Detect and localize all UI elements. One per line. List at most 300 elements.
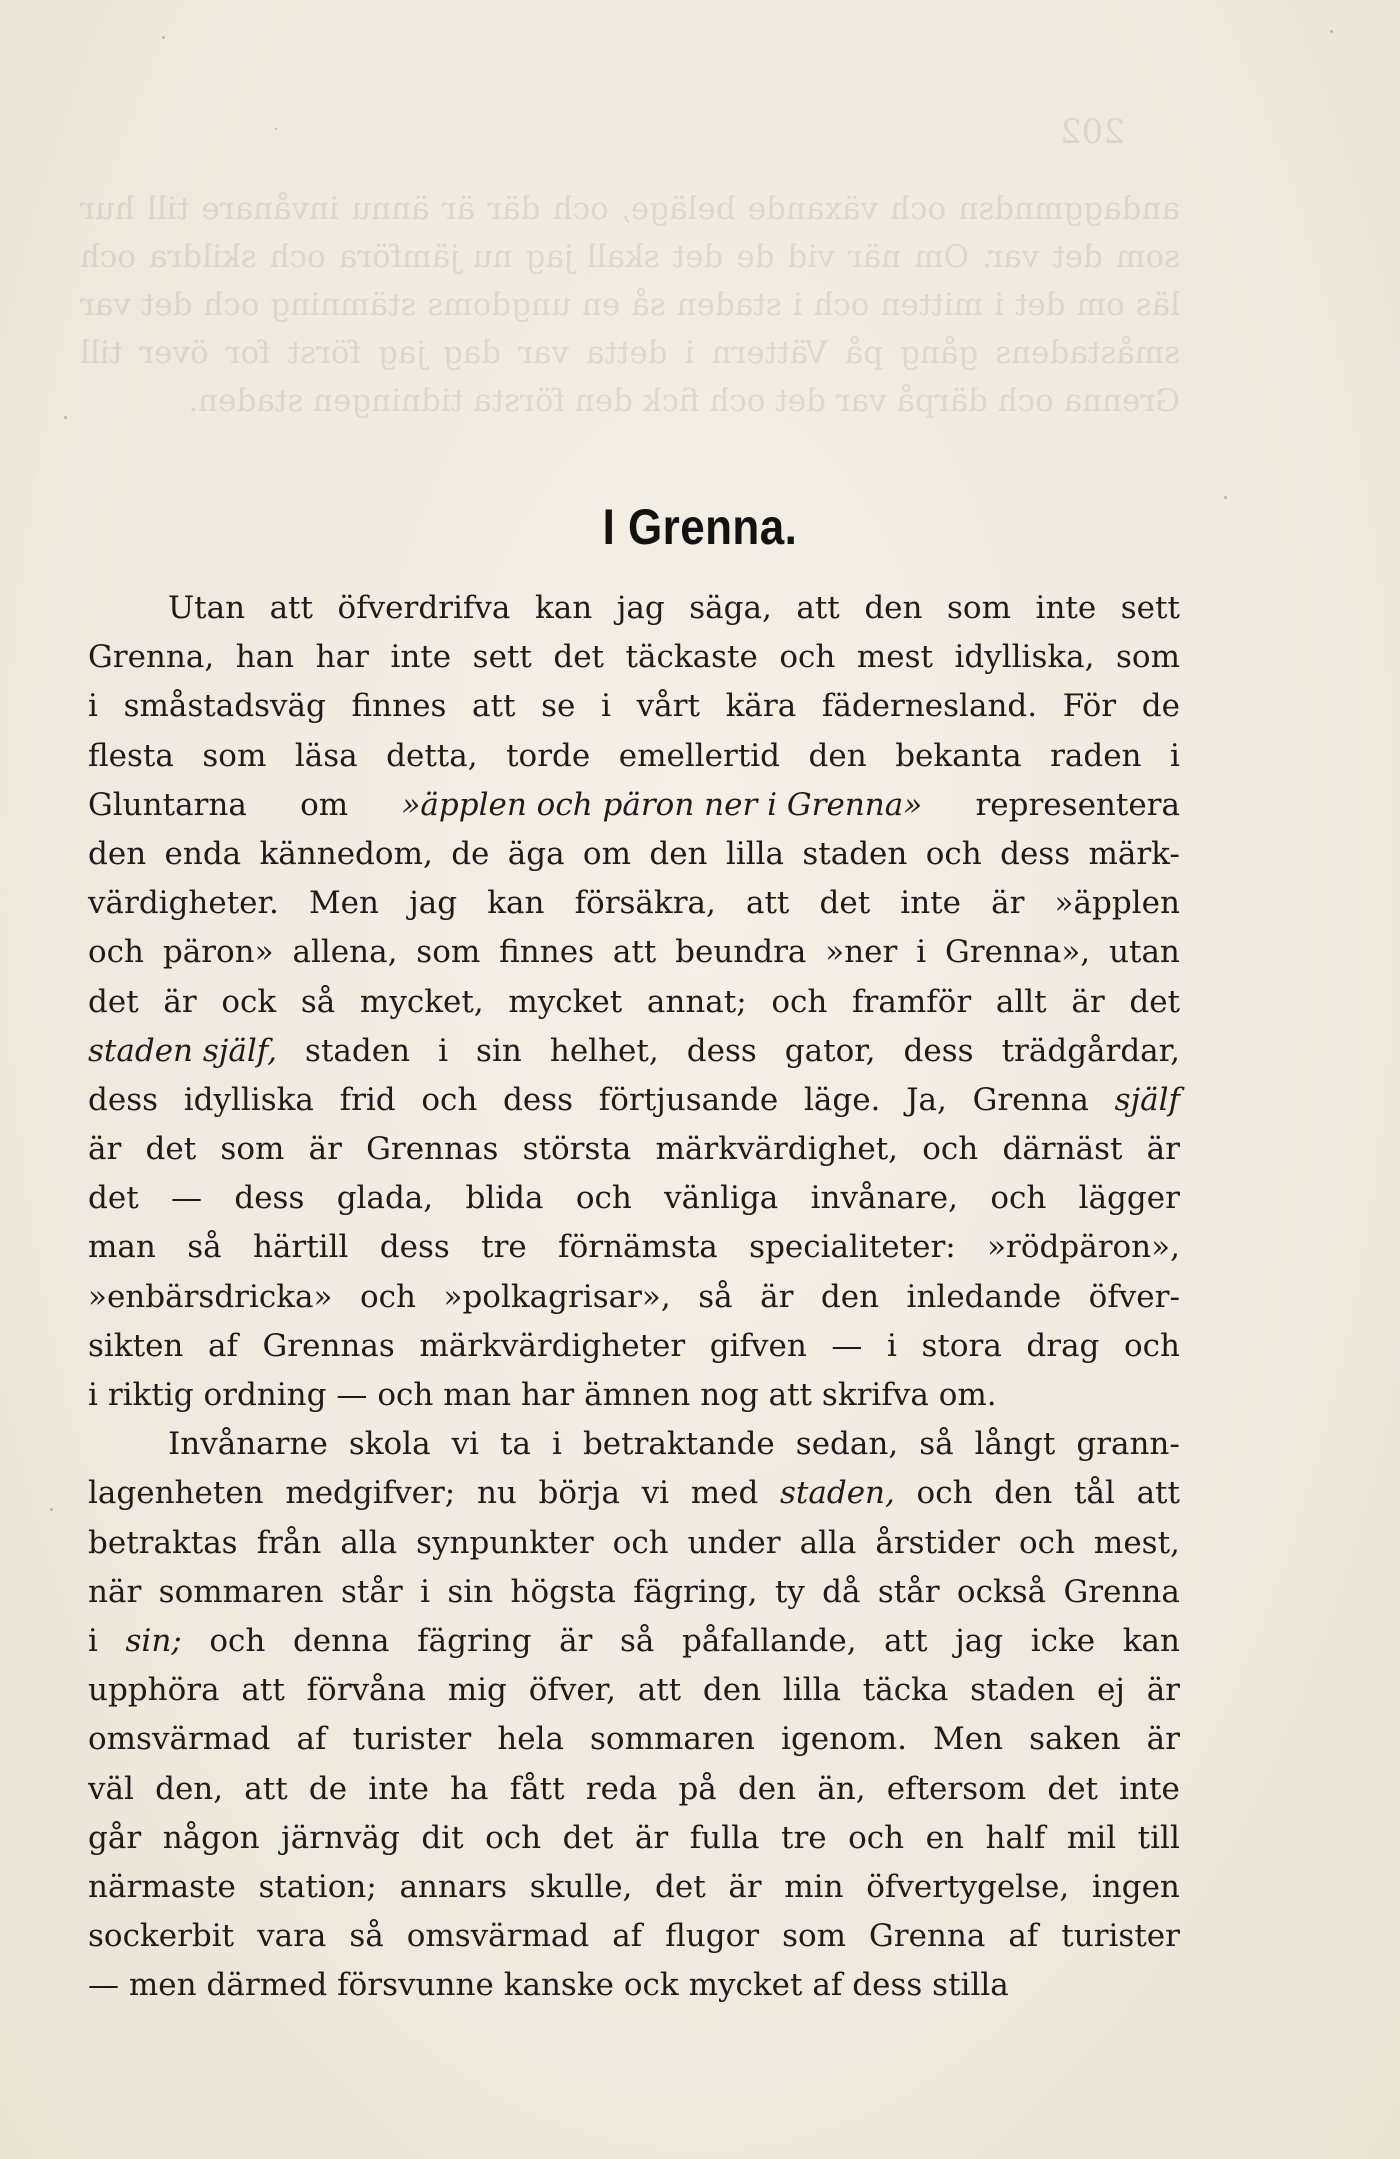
- word: det: [88, 1180, 139, 1217]
- word: staden,: [780, 1475, 895, 1512]
- word: finnes: [351, 688, 447, 725]
- word: kan: [534, 590, 593, 626]
- word: de: [1141, 688, 1180, 725]
- word: Grenna: [1063, 1573, 1180, 1610]
- word: är: [1146, 1721, 1180, 1758]
- word: är: [728, 1868, 762, 1905]
- word: under: [687, 1524, 781, 1561]
- word: täckaste: [625, 639, 758, 676]
- word: staden: [305, 1032, 411, 1069]
- word: att: [1136, 1475, 1180, 1512]
- word: äga: [507, 835, 565, 872]
- word: vara: [257, 1918, 327, 1955]
- word: torde: [506, 737, 591, 774]
- word: turister: [352, 1721, 472, 1758]
- word: den,: [155, 1770, 224, 1807]
- word: och: [575, 1180, 632, 1217]
- word: annars: [399, 1868, 508, 1905]
- word: Grenna: [972, 1081, 1089, 1118]
- word: själf: [1114, 1081, 1180, 1118]
- word: riktig: [107, 1377, 194, 1413]
- word: eftersom: [886, 1770, 1027, 1807]
- word: det: [1129, 983, 1180, 1020]
- word: dess: [234, 1180, 305, 1217]
- word: med: [690, 1475, 759, 1512]
- word: den: [864, 590, 923, 626]
- word: ämnen: [584, 1377, 691, 1413]
- word: är: [1146, 1672, 1180, 1709]
- word: jag: [955, 1622, 1004, 1659]
- text-line: [88, 1469, 1180, 1518]
- word: Men: [933, 1721, 1004, 1758]
- word: som: [202, 737, 267, 774]
- word: som: [782, 1918, 847, 1955]
- word: staden: [802, 835, 908, 872]
- word: den: [820, 1278, 880, 1315]
- word: skulle,: [529, 1868, 633, 1905]
- text-line: [88, 978, 1180, 1027]
- word: är: [634, 1819, 669, 1856]
- word: gator,: [784, 1032, 876, 1069]
- word: inte: [900, 885, 961, 922]
- word: och: [421, 1081, 478, 1118]
- text-line: [88, 1420, 1180, 1469]
- word: fulla: [689, 1819, 760, 1856]
- word: att: [796, 590, 840, 626]
- word: och: [848, 1819, 905, 1856]
- word: trädgårdar,: [1001, 1032, 1180, 1069]
- word: detta,: [386, 737, 478, 774]
- word: hela: [497, 1721, 564, 1758]
- word: dess: [88, 1081, 159, 1118]
- word: och: [771, 983, 828, 1020]
- word: invånare,: [810, 1180, 958, 1217]
- word: i: [886, 1327, 897, 1364]
- word: därmed: [206, 1967, 328, 2004]
- word: den: [88, 835, 147, 872]
- word: kanske: [503, 1967, 614, 2004]
- word: i: [88, 1622, 98, 1659]
- word: ej: [1096, 1672, 1125, 1709]
- word: representera: [975, 786, 1180, 823]
- word: beundra: [675, 934, 807, 971]
- word: och: [612, 1524, 669, 1561]
- word: är: [760, 1278, 794, 1315]
- word: märkvärdighet,: [655, 1131, 899, 1168]
- bleed-through-page-number: 202: [1060, 112, 1125, 152]
- word: och: [485, 1819, 542, 1856]
- word: i: [552, 1426, 562, 1463]
- word: som: [947, 590, 1011, 626]
- word: mycket: [508, 983, 623, 1020]
- word: står: [341, 1573, 403, 1610]
- word: påfallande,: [681, 1622, 857, 1659]
- word: fädernesland.: [821, 688, 1038, 725]
- word: Grenna»,: [945, 934, 1091, 971]
- word: sin: [476, 1032, 522, 1069]
- word: att: [244, 1770, 288, 1807]
- word: idylliska,: [954, 639, 1095, 676]
- word: lägger: [1078, 1180, 1180, 1217]
- word: »enbärsdricka»: [88, 1278, 333, 1315]
- word: dess: [1000, 835, 1071, 872]
- word: öfver-: [1088, 1278, 1180, 1315]
- word: är: [308, 1131, 342, 1168]
- word: förtjusande: [598, 1081, 779, 1118]
- word: mil: [1066, 1819, 1117, 1856]
- word: det: [655, 1868, 706, 1905]
- word: fägring,: [633, 1573, 758, 1610]
- word: står: [877, 1573, 940, 1610]
- word: att: [768, 1377, 813, 1413]
- word: den: [808, 737, 867, 774]
- word: det: [1047, 1770, 1098, 1807]
- word: att: [612, 934, 657, 971]
- word: flugor: [665, 1918, 760, 1955]
- text-line: [88, 781, 1180, 830]
- word: alla: [799, 1524, 857, 1561]
- word: förnämsta: [558, 1229, 718, 1266]
- word: som: [220, 1131, 285, 1168]
- word: vårt: [636, 688, 700, 725]
- text-line: [88, 1322, 1180, 1371]
- paper-speck: [162, 36, 165, 39]
- word: omsvärmad: [88, 1721, 271, 1758]
- word: af: [296, 1721, 327, 1758]
- word: station;: [258, 1868, 377, 1905]
- word: sommaren: [590, 1721, 755, 1758]
- word: mycket: [688, 1967, 803, 2004]
- word: annat;: [646, 983, 747, 1020]
- word: dess: [503, 1081, 574, 1118]
- word: om.: [938, 1377, 997, 1413]
- word: är: [1146, 1131, 1180, 1168]
- word: af: [207, 1327, 238, 1364]
- word: nog: [700, 1377, 759, 1413]
- word: alla: [340, 1524, 398, 1561]
- word: tål: [1074, 1475, 1115, 1512]
- word: inte: [1119, 1770, 1180, 1807]
- word: märkvärdigheter: [419, 1327, 686, 1364]
- word: och: [88, 934, 144, 971]
- word: i: [438, 1032, 448, 1069]
- word: om: [300, 786, 349, 823]
- word: turister: [1061, 1918, 1180, 1955]
- paper-speck: [1330, 30, 1333, 33]
- word: att: [745, 885, 790, 922]
- word: medgifver;: [285, 1475, 456, 1512]
- word: när: [88, 1573, 142, 1610]
- word: kan: [487, 885, 545, 922]
- word: reda: [585, 1770, 658, 1807]
- word: kännedom,: [259, 835, 433, 872]
- word: att: [884, 1622, 928, 1659]
- word: än,: [817, 1770, 866, 1807]
- word: det: [819, 885, 871, 922]
- word: väl: [88, 1770, 134, 1807]
- word: staden: [970, 1672, 1076, 1709]
- word: härtill: [252, 1229, 349, 1266]
- word: »äpplen och päron ner i Grenna»: [401, 786, 923, 823]
- word: och: [360, 1278, 416, 1315]
- word: ty: [774, 1573, 805, 1610]
- word: och: [925, 835, 982, 872]
- word: börja: [538, 1475, 620, 1512]
- word: är: [1071, 983, 1105, 1020]
- word: är: [991, 885, 1025, 922]
- paper-speck: [275, 128, 277, 130]
- word: och: [1123, 1327, 1180, 1364]
- word: är: [88, 1131, 122, 1168]
- bleed-through-text: andaggmndsn och växande beläge, och där är ännu invånare till hur som det var. Om när vid de det skall jag nu jämföra och skildra och läs om det i mitten och i staden så en ungdoms stämning och det var småstadens gång på Vättern i detta var dag jag först for över till Grenna och därpå var det och fick den första tidningen staden.: [80, 191, 1180, 419]
- body-text: [88, 584, 1180, 2010]
- word: som: [1116, 639, 1180, 676]
- word: lagenheten: [88, 1475, 264, 1512]
- text-line: [88, 1076, 1180, 1125]
- word: går: [88, 1819, 142, 1856]
- word: att: [241, 1672, 285, 1709]
- word: grann-: [1076, 1426, 1180, 1463]
- word: —: [88, 1967, 119, 2004]
- word: är: [163, 983, 197, 1020]
- word: betraktas: [88, 1524, 238, 1561]
- word: upphöra: [88, 1672, 220, 1709]
- paper-speck: [64, 416, 67, 419]
- word: som: [416, 934, 481, 971]
- word: årstider: [875, 1524, 1000, 1561]
- text-line: [88, 1715, 1180, 1764]
- word: min: [784, 1868, 844, 1905]
- word: ock: [623, 1967, 679, 2004]
- word: bekanta: [895, 737, 1022, 774]
- word: de: [451, 835, 490, 872]
- word: inte: [1035, 590, 1097, 626]
- word: Grennas: [366, 1131, 499, 1168]
- word: ingen: [1091, 1868, 1180, 1905]
- text-line: [88, 1617, 1180, 1666]
- word: läsa: [294, 737, 358, 774]
- word: i: [916, 934, 927, 971]
- word: nu: [476, 1475, 517, 1512]
- word: allena,: [292, 934, 398, 971]
- word: om: [582, 835, 631, 872]
- word: dess: [686, 1032, 757, 1069]
- text-line: [88, 1765, 1180, 1814]
- word: mest,: [1093, 1524, 1180, 1561]
- word: skrifva: [821, 1377, 929, 1413]
- word: saken: [1029, 1721, 1121, 1758]
- text-line: [88, 1666, 1180, 1715]
- word: framför: [852, 983, 972, 1020]
- word: säga,: [689, 590, 772, 626]
- word: af: [812, 1967, 843, 2004]
- word: så: [698, 1278, 733, 1315]
- word: en: [925, 1819, 964, 1856]
- word: så: [187, 1229, 222, 1266]
- word: För: [1062, 688, 1117, 725]
- text-line: [88, 584, 1180, 633]
- word: vänliga: [664, 1180, 779, 1217]
- word: tre: [481, 1229, 527, 1266]
- word: jag: [409, 885, 458, 922]
- word: ta: [500, 1426, 531, 1463]
- word: sett: [1120, 590, 1180, 626]
- word: närmaste: [88, 1868, 236, 1905]
- word: till: [1137, 1819, 1180, 1856]
- word: fägring: [417, 1622, 532, 1659]
- word: »ner: [825, 934, 898, 971]
- word: »polkagrisar»,: [443, 1278, 671, 1315]
- word: inte: [390, 639, 452, 676]
- word: allt: [995, 983, 1047, 1020]
- word: synpunkter: [416, 1524, 594, 1561]
- text-line: [88, 1027, 1180, 1076]
- word: —: [336, 1377, 368, 1413]
- word: Grennas: [262, 1327, 395, 1364]
- word: Utan: [168, 590, 246, 626]
- text-line: [88, 928, 1180, 977]
- word: glada,: [336, 1180, 434, 1217]
- word: förvåna: [306, 1672, 426, 1709]
- word: dess: [903, 1032, 974, 1069]
- word: utan: [1109, 934, 1180, 971]
- text-line: [88, 1961, 1180, 2010]
- word: att: [637, 1672, 682, 1709]
- word: täcka: [862, 1672, 949, 1709]
- word: försäkra,: [574, 885, 716, 922]
- word: omsvärmad: [406, 1918, 590, 1955]
- text-line: [88, 1863, 1180, 1912]
- word: de: [308, 1770, 348, 1807]
- word: sin: [447, 1573, 494, 1610]
- word: idylliska: [183, 1081, 314, 1118]
- text-line: [88, 732, 1180, 781]
- word: har: [315, 639, 369, 676]
- word: »rödpäron»,: [987, 1229, 1180, 1266]
- word: flesta: [88, 737, 174, 774]
- word: kära: [725, 688, 797, 725]
- word: och: [1018, 1524, 1075, 1561]
- word: har: [520, 1377, 575, 1413]
- word: men: [128, 1967, 197, 2004]
- word: så: [919, 1426, 954, 1463]
- word: öfver,: [528, 1672, 616, 1709]
- word: Gluntarna: [88, 786, 247, 823]
- word: af: [1008, 1918, 1039, 1955]
- word: värdigheter.: [88, 885, 279, 922]
- word: och: [990, 1180, 1047, 1217]
- word: man: [443, 1377, 512, 1413]
- word: sedan,: [795, 1426, 899, 1463]
- text-line: [88, 1273, 1180, 1322]
- word: denna: [292, 1622, 390, 1659]
- word: Invånarne: [168, 1426, 328, 1463]
- word: den: [994, 1475, 1053, 1512]
- word: det: [562, 1819, 614, 1856]
- word: enda: [164, 835, 242, 872]
- word: »äpplen: [1054, 885, 1180, 922]
- word: man: [88, 1229, 156, 1266]
- word: läge.: [803, 1081, 881, 1118]
- paper-speck: [50, 1508, 53, 1511]
- text-line: [88, 879, 1180, 928]
- word: den: [649, 835, 708, 872]
- word: —: [171, 1180, 202, 1217]
- word: half: [985, 1819, 1046, 1856]
- word: sin;: [125, 1622, 182, 1659]
- word: och: [209, 1622, 266, 1659]
- word: han: [235, 639, 295, 676]
- word: från: [256, 1524, 322, 1561]
- word: den: [737, 1770, 797, 1807]
- word: helhet,: [549, 1032, 659, 1069]
- word: i: [1170, 737, 1180, 774]
- word: någon: [162, 1819, 260, 1856]
- word: det: [145, 1131, 197, 1168]
- word: Ja,: [906, 1081, 947, 1118]
- word: så: [349, 1918, 384, 1955]
- word: är: [559, 1622, 593, 1659]
- word: —: [831, 1327, 863, 1364]
- word: långt: [974, 1426, 1056, 1463]
- text-line: [88, 1174, 1180, 1223]
- word: försvunne: [337, 1967, 494, 2004]
- word: päron»: [162, 934, 274, 971]
- word: mycket,: [359, 983, 484, 1020]
- word: på: [678, 1770, 717, 1807]
- word: inte: [368, 1770, 429, 1807]
- word: den: [702, 1672, 762, 1709]
- text-line: [88, 1814, 1180, 1863]
- word: också: [956, 1573, 1047, 1610]
- word: emellertid: [618, 737, 781, 774]
- word: så: [300, 983, 336, 1020]
- word: betraktande: [582, 1426, 775, 1463]
- text-line: [88, 830, 1180, 879]
- text-line: [88, 1223, 1180, 1272]
- word: mig: [447, 1672, 507, 1709]
- word: ha: [450, 1770, 489, 1807]
- chapter-title: I Grenna.: [602, 499, 798, 555]
- word: sockerbit: [88, 1918, 235, 1955]
- word: vi: [451, 1426, 480, 1463]
- word: fått: [509, 1770, 565, 1807]
- word: i: [420, 1573, 430, 1610]
- word: staden själf,: [88, 1032, 277, 1069]
- word: öfverdrifva: [337, 590, 511, 626]
- word: småstadsväg: [123, 688, 326, 725]
- text-line: [88, 1568, 1180, 1617]
- word: ordning: [203, 1377, 327, 1413]
- word: att: [472, 688, 516, 725]
- word: Grenna: [869, 1918, 986, 1955]
- word: största: [522, 1131, 632, 1168]
- text-line: [88, 633, 1180, 682]
- word: sikten: [88, 1327, 184, 1364]
- word: då: [822, 1573, 861, 1610]
- text-line: [88, 1912, 1180, 1961]
- word: Men: [308, 885, 379, 922]
- word: järnväg: [281, 1819, 400, 1856]
- word: raden: [1050, 737, 1142, 774]
- word: vi: [641, 1475, 670, 1512]
- word: ock: [221, 983, 277, 1020]
- word: igenom.: [781, 1721, 908, 1758]
- word: stora: [921, 1327, 1002, 1364]
- word: och: [377, 1377, 434, 1413]
- word: Grenna,: [88, 639, 215, 676]
- word: och: [916, 1475, 973, 1512]
